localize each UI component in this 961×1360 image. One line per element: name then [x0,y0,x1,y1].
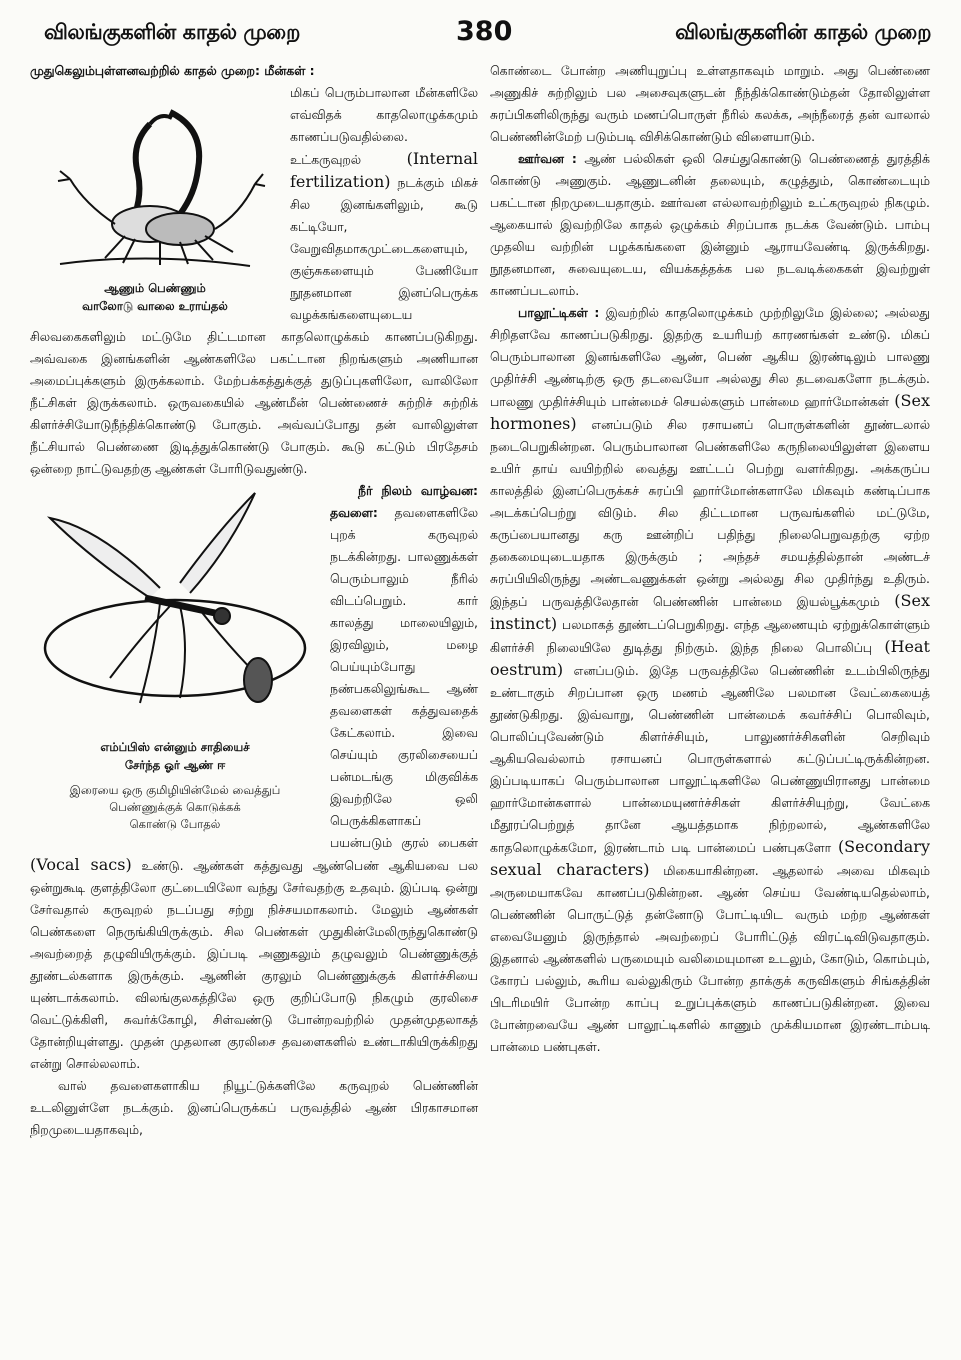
fish-heading: முதுகெலும்புள்ளனவற்றில் காதல் முறை: மீன்கள் : [30,63,315,78]
figure-scorpion [30,84,280,315]
fish-section [30,60,478,82]
newt-continued: கொண்டை போன்ற அணியுறுப்பு உள்ளதாகவும் மாறும். அது பெண்ணை அணுகிச் சுற்றிலும் பல அசைவுகளுடன் நீந்திக்கொண்டும்தன் தோலிலுள்ள சுரப்பிகளிலிருந்து வரும் மணப்பொருள் நீரில் கலக்க, அந்நீரைத் தன் வாலால் பெண்ணின்மேற் படும்படி விசிக்கொண்டும் விளையாடும். [490,63,930,144]
left-column [30,60,478,1141]
newt-paragraph: வால் தவளைகளாகிய நியூட்டுக்களிலே கருவுறல் பெண்ணின் உடலினுள்ளே நடக்கும். இனப்பெருக்கப் பருவத்தில் ஆண் பிரகாசமான நிறமுடையதாகவும், [30,1078,478,1137]
fly-illustration [30,488,320,738]
running-title-right: விலங்குகளின் காதல் முறை [675,20,931,44]
figure-2-subcaption: இரையை ஒரு குமிழியின்மேல் வைத்துப் பெண்ணுக்குக் கொடுக்கக் கொண்டு போதல் [69,783,281,831]
frog-paragraph: நீர் நிலம் வாழ்வன: தவளை: தவளைகளிலே புறக் கருவுறல் நடக்கின்றது. பாலணுக்கள் பெரும்பாலும் நீரில் விடப்பெறும். கார் காலத்து மாலையிலும், இரவிலும், மழை பெய்யும்போது நண்பகலிலுங்கூட ஆண் தவளைகள் கத்துவதைக் கேட்கலாம். இவை செய்யும் குரலிசையைப் பன்மடங்கு மிகுவிக்க இவற்றிலே ஒலி பெருக்கிகளாகப் பயன்படும் குரல் பைகள் (Vocal sacs) உண்டு. ஆண்கள் கத்துவது ஆண்பெண் ஆகியவை பல ஒன்றுகூடி குளத்திலோ குட்டையிலோ வந்து சேர்வதற்கு உதவும். இப்படி ஒன்று சேர்வதால் கருவுறல் நடப்பது சற்று நிச்சயமாகலாம். மேலும் ஆண்கள் பெண்களை நெருங்கியிருக்கும். சில பெண்கள் முதுகின்மேலிருந்துகொண்டு அவற்றைத் தழுவியிருக்கும். இப்படி அணுகலும் தழுவலும் பெண்ணுக்குத் தூண்டல்களாக இருக்கும். ஆணின் குரலும் பெண்ணுக்குக் கிளர்ச்சியை யுண்டாக்கலாம். விலங்குலகத்திலே ஒரு குறிப்போடு நிகழும் குரலிசை வெட்டுக்கிளி, சுவர்க்கோழி, சிள்வண்டு போன்றவற்றில் முதன்முதலாகத் தோன்றியுள்ளது. முதன் முதலான குரலிசை தவளைகளில் உண்டாகியிருக்கிறது என்று சொல்லலாம். [30,483,478,1071]
right-column [490,60,930,1058]
scorpion-illustration [30,84,280,279]
figure-2-caption: எம்ப்பிஸ் என்னும் சாதியைச் சேர்ந்த ஓர் ஆண் ஈ [100,740,250,772]
page-header [0,0,961,56]
page-number: 380 [456,16,513,47]
figure-1-caption: ஆணும் பெண்ணும் வாலோடு வாலை உராய்தல் [82,281,228,313]
reptiles-paragraph: ஊர்வன : ஆண் பல்லிகள் ஒலி செய்துகொண்டு பெண்ணைத் துரத்திக் கொண்டு அணுகும். ஆணுடனின் தலையும், கழுத்தும், கொண்டையும் பகட்டான நிறமுடையதாகும். ஊர்வன எல்லாவற்றிலும் உட்கருவுறல் நிகழும். ஆகையால் இவற்றிலே காதல் ஒழுக்கம் சிறப்பாக நடக்க வேண்டும். பாம்பு முதலிய வற்றின் பழக்கங்களை இன்னும் ஆராயவேண்டி இருக்கிறது. நூதனமான, சுவையுடைய, வியக்கத்தக்க பல நடவடிக்கைகள் இவற்றுள் காணப்படலாம். [490,151,930,298]
figure-empis-fly [30,488,320,833]
running-title-left: விலங்குகளின் காதல் முறை [44,20,300,44]
fish-paragraph: மிகப் பெரும்பாலான மீன்களிலே எவ்விதக் காதலொழுக்கமும் காணப்படுவதில்லை. உட்கருவுறல் (Internal fertilization) நடக்கும் மிகச் சில இனங்களிலும், கூடு கட்டியோ, வேறுவிதமாகமுட்டைகளையும், குஞ்சுகளையும் பேணியோ நூதனமான இனப்பெருக்க வழக்கங்களையுடைய சிலவகைகளிலும் மட்டுமே திட்டமான காதலொழுக்கம் காணப்படுகிறது. அவ்வகை இனங்களின் ஆண்களிலே பகட்டான நிறங்களும் அணியான அமைப்புக்களும் இருக்கலாம். மேற்பக்கத்துக்குத் துடுப்புகளிலோ, வாலிலோ நீட்சிகள் இருக்கலாம். ஒருவகையில் ஆண்மீன் பெண்ணைச் சுற்றிச் சுற்றிக் கிளர்ச்சியோடுநீந்திக்கொண்டு போகும். அவ்வப்போது தன் வாலிலுள்ள நீட்சியால் பெண்ணை இடித்துக்கொண்டு போகும். கூடு கட்டும் பிரதேசம் ஒன்றை நாட்டுவதற்கு ஆண்கள் போரிடுவதுண்டு. [30,85,478,476]
mammals-paragraph: பாலூட்டிகள் : இவற்றில் காதலொழுக்கம் முற்றிலுமே இல்லை; அல்லது சிறிதளவே காணப்படுகிறது. இதற்கு உயரியற் காரணங்கள் உண்டு. மிகப் பெரும்பாலான இனங்களிலே ஆண், பெண் ஆகிய இரண்டிலும் பாலணு முதிர்ச்சி ஆண்டிற்கு ஒரு தடவையோ அல்லது சில தடவைகளோ நடக்கும். பாலணு முதிர்ச்சியும் பான்மைச் செயல்களும் பான்மை ஹார்மோன்கள் (Sex hormones) எனப்படும் சில ரசாயனப் பொருள்களின் தூண்டலால் நடைபெறுகின்றன. பெரும்பாலான பெண்களிலே கருநிலையிலுள்ள இளைய உயிர் தாய் வயிற்றில் வைத்து ஊட்டப் பெற்று வளர்கிறது. அக்கருப்ப காலத்தில் இனப்பெருக்கச் சுரப்பி ஹார்மோன்களாலே மிகவும் கண்டிப்பாக அடக்கப்பெற்று விடும். சில திட்டமான பருவங்களில் மட்டுமே, கருப்பையானது கரு ஊன்றிப் பதிந்து நிலைபெறுவதற்கு ஏற்ற தகைமையுடையதாக இருக்கும் ; அந்தச் சமயத்தில்தான் அண்டச் சுரப்பியிலிருந்து அண்டவணுக்கள் ஒன்று அல்லது சில முதிர்ந்து உதிரும். இந்தப் பருவத்திலேதான் பெண்ணின் பான்மை இயல்பூக்கமும் (Sex instinct) பலமாகத் தூண்டப்பெறுகிறது. எந்த ஆணையும் ஏற்றுக்கொள்ளும் கிளர்ச்சி நிலையிலே துடித்து நிற்கும். இந்த நிலை பொலிப்பு (Heat oestrum) எனப்படும். இதே பருவத்திலே பெண்ணின் உடம்பிலிருந்து உண்டாகும் சிறப்பான ஒரு மணம் ஆணிலே பலமான வேட்கையைத் தூண்டுகிறது. இவ்வாறு, பெண்ணின் பான்மைக் கவர்ச்சிப் பொலிவும், பொலிப்புவேண்டும் கிளர்ச்சியும், பாலுணர்ச்சிகளின் செறிவும் ஆகியவெல்லாம் ரசாயனப் பொருள்களால் கட்டுப்பட்டிருக்கின்றன. இப்படியாகப் பெரும்பாலான பாலூட்டிகளிலே பெண்ணுயிரானது பான்மை ஹார்மோன்களால் பான்மையுணர்ச்சிகள் கிளர்ச்சியுற்று, வேட்கை மீதூரப்பெற்றுத் தானே ஆயத்தமாக நிற்றலால், ஆண்களிலே காதலொழுக்கமோ, இரண்டாம் படி பான்மைப் பண்புகளோ (Secondary sexual characters) மிகையாகின்றன. ஆதலால் அவை மிகவும் அருமையாகவே காணப்படுகின்றன. ஆண் செய்ய வேண்டியதெல்லாம், பெண்ணின் பொருட்டுத் தன்னோடு போட்டியிட வரும் மற்ற ஆண்கள் எவையேனும் இருந்தால் அவற்றைப் போரிட்டுத் விரட்டிவிடுவதாகும். இதனால் ஆண்களில் பருமையும் வலிமையுமான உடலும், கோடும், கொம்பும், கோரப் பல்லும், கூரிய வல்லுகிரும் போன்ற தாக்குக் கருவிகளும் சிங்கத்தின் பிடரிமயிர் போன்ற காப்பு உறுப்புக்களும் காணப்படுகின்றன. இவை போன்றவையே ஆண் பாலூட்டிகளில் காணும் முக்கியமான இரண்டாம்படி பான்மை பண்புகள். [490,305,930,1054]
